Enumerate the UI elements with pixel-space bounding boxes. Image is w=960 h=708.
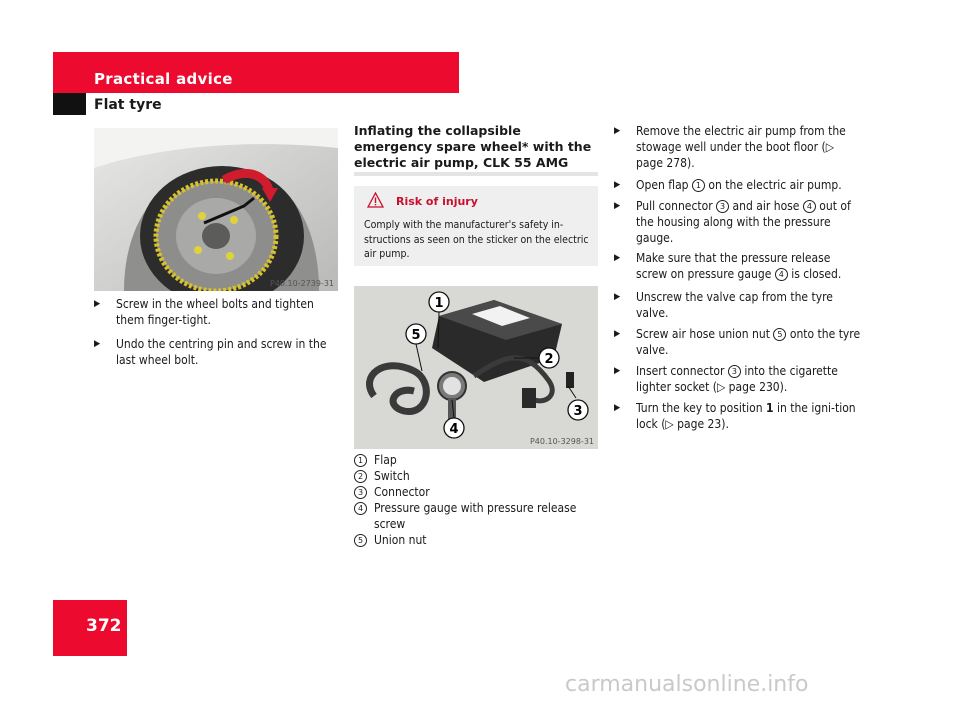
step-insert-connector: ▶ Insert connector 3 into the cigarette lighter socket (▷ page 230).: [614, 364, 838, 394]
ref-number: 3: [716, 200, 729, 213]
air-pump-illustration: [354, 286, 598, 449]
step-remove-pump: ▶ Remove the electric air pump from the stowage well under the boot floor (▷ page 278).: [614, 124, 846, 170]
ref-number: 5: [773, 328, 786, 341]
warning-text: Comply with the manufacturer's safety in-structions as seen on the sticker on the electric air pump.: [364, 219, 589, 260]
step-check-release-screw: ▶ Make sure that the pressure release screw on pressure gauge 4 is closed.: [614, 251, 842, 281]
step-arrow-icon: ▶: [614, 292, 621, 302]
section-heading: Inflating the collapsible emergency spare wheel* with the electric air pump, CLK 55 AMG: [354, 123, 592, 170]
callout-4-label: 4: [449, 422, 459, 437]
step-screw-union-nut: ▶ Screw air hose union nut 5 onto the tyre valve.: [614, 327, 861, 357]
step-undo-centring-pin: ▶ Undo the centring pin and screw in the last wheel bolt.: [94, 337, 327, 367]
step-turn-key: ▶ Turn the key to position 1 in the igni-tion lock (▷ page 23).: [614, 401, 856, 431]
legend-item: 3 Connector: [354, 484, 599, 500]
legend-number: 2: [354, 470, 367, 483]
step-arrow-icon: ▶: [614, 126, 621, 136]
section-tab-marker: [53, 93, 86, 115]
air-pump-figure: [354, 286, 598, 449]
ref-number: 4: [775, 268, 788, 281]
callout-3-label: 3: [573, 404, 583, 419]
section-title: Practical advice: [94, 70, 233, 88]
step-arrow-icon: ▶: [614, 329, 621, 339]
step-arrow-icon: ▶: [614, 403, 621, 413]
legend-item: 4 Pressure gauge with pressure release screw: [354, 500, 599, 532]
legend-number: 4: [354, 502, 367, 515]
figure-code: P40.10-3298-31: [529, 437, 594, 446]
ref-number: 3: [728, 365, 741, 378]
callout-2-label: 2: [544, 352, 554, 367]
page-number: 372: [86, 616, 122, 636]
warning-title: Risk of injury: [396, 195, 478, 208]
wheel-bolt-figure: [94, 128, 338, 291]
key-position: 1: [766, 401, 774, 415]
legend-item: 5 Union nut: [354, 532, 599, 548]
step-arrow-icon: ▶: [94, 339, 101, 349]
legend-number: 5: [354, 534, 367, 547]
step-arrow-icon: ▶: [614, 366, 621, 376]
step-unscrew-valve-cap: ▶ Unscrew the valve cap from the tyre valve.: [614, 290, 833, 320]
step-arrow-icon: ▶: [614, 180, 621, 190]
legend-number: 1: [354, 454, 367, 467]
ref-number: 1: [692, 179, 705, 192]
callout-1-label: 1: [434, 296, 444, 311]
step-pull-connector: ▶ Pull connector 3 and air hose 4 out of the housing along with the pressure gauge.: [614, 199, 851, 245]
legend-item: 2 Switch: [354, 468, 599, 484]
wheel-illustration: [94, 128, 338, 291]
step-arrow-icon: ▶: [614, 201, 621, 211]
step-arrow-icon: ▶: [614, 253, 621, 263]
callout-5-label: 5: [411, 328, 421, 343]
legend-item: 1 Flap: [354, 452, 599, 468]
ref-number: 4: [803, 200, 816, 213]
footer-watermark: carmanualsonline.info: [565, 672, 809, 697]
figure-code: P40.10-2739-31: [269, 279, 334, 288]
step-arrow-icon: ▶: [94, 299, 101, 309]
warning-triangle-icon: [367, 192, 384, 208]
subsection-title: Flat tyre: [94, 97, 162, 113]
heading-rule: [354, 172, 598, 176]
step-screw-wheel-bolts: ▶ Screw in the wheel bolts and tighten them finger-tight.: [94, 297, 314, 327]
legend-number: 3: [354, 486, 367, 499]
step-open-flap: ▶ Open flap 1 on the electric air pump.: [614, 178, 842, 192]
